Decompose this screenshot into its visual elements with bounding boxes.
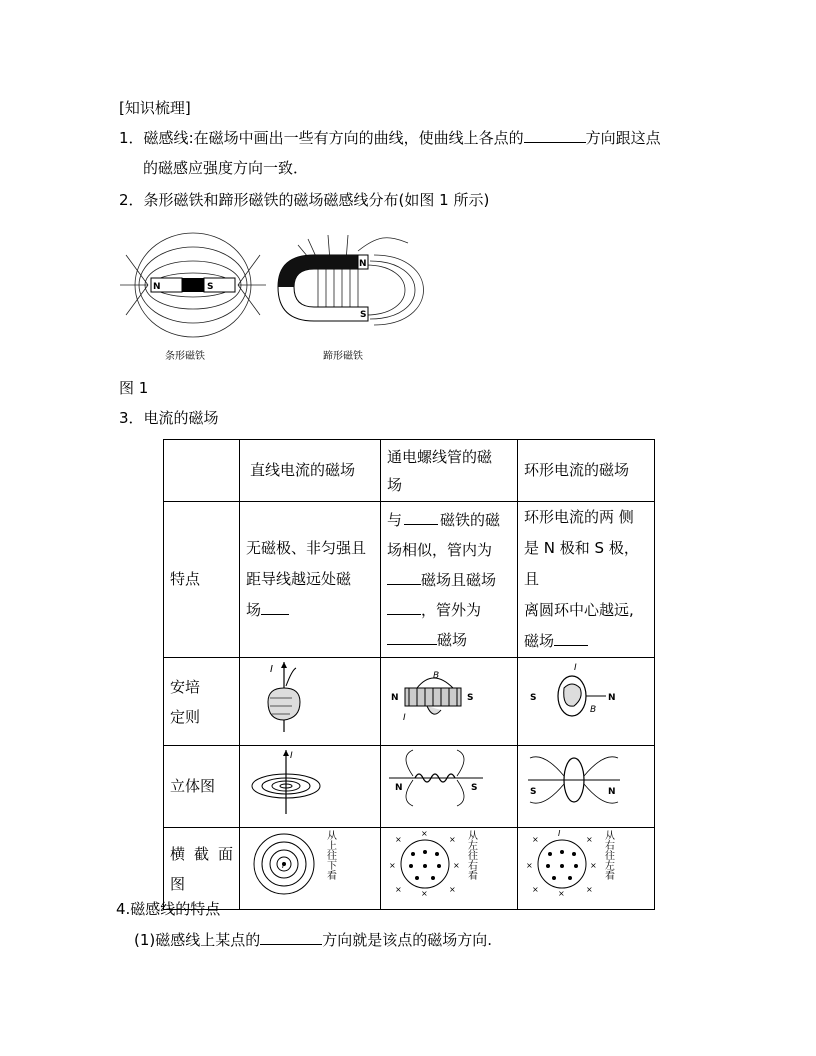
table-row-features <box>164 502 655 658</box>
svg-text:×: × <box>590 861 597 870</box>
svg-text:×: × <box>421 829 428 838</box>
features-straight <box>240 502 381 658</box>
right-hand-straight-wire-diagram <box>246 658 336 734</box>
svg-text:从右往左看: 从右往左看 <box>602 830 614 880</box>
svg-text:N: N <box>391 693 399 703</box>
row-label-cross-section <box>164 828 240 910</box>
item-1-text-a: 在磁场中画出一些有方向的曲线，使曲线上各点的 <box>193 129 524 147</box>
row-label-features: 特点 <box>164 502 240 658</box>
features-solenoid <box>381 502 518 658</box>
features-solenoid-line-3: 磁场且磁场 <box>387 565 511 595</box>
solenoid-cross-section <box>387 828 487 898</box>
ampere-solenoid-cell <box>381 658 518 746</box>
svg-text:×: × <box>558 889 565 898</box>
cross-loop-cell <box>518 828 655 910</box>
stereo-straight-cell <box>240 746 381 828</box>
svg-text:I: I <box>282 861 285 870</box>
section-title: [知识梳理] <box>119 99 191 117</box>
table-row-ampere <box>164 658 655 746</box>
features-solenoid-line-1: 与 磁铁的磁 <box>387 510 501 529</box>
fill-blank[interactable] <box>387 630 437 645</box>
header-straight-current: 直线电流的磁场 <box>240 440 381 502</box>
bar-magnet-n-label: N <box>153 282 161 292</box>
svg-text:I: I <box>403 713 406 723</box>
features-straight-line-1: 无磁极、非匀强且 <box>246 539 367 557</box>
table-header-row <box>164 440 655 502</box>
svg-text:×: × <box>395 835 402 844</box>
svg-text:I: I <box>270 664 273 675</box>
svg-text:×: × <box>421 889 428 898</box>
row-label-cross-line-1: 横 截 面 <box>170 844 233 863</box>
current-field-table <box>163 439 655 910</box>
features-loop <box>518 502 655 658</box>
solenoid-field-3d <box>387 746 487 816</box>
bar-magnet-s-label: S <box>207 282 214 292</box>
ampere-loop-cell <box>518 658 655 746</box>
item-2-number: 2． <box>119 191 144 209</box>
fill-blank[interactable] <box>554 631 588 646</box>
fill-blank[interactable] <box>261 600 289 615</box>
svg-text:B: B <box>590 705 597 715</box>
row-label-stereo: 立体图 <box>164 746 240 828</box>
svg-text:B: B <box>433 671 440 681</box>
row-label-ampere-line-2: 定则 <box>170 707 201 726</box>
svg-text:×: × <box>389 861 396 870</box>
loop-cross-section <box>524 828 624 898</box>
item-4-sub-1-text-a: (1)磁感线上某点的 <box>134 931 261 949</box>
stereo-solenoid-cell <box>381 746 518 828</box>
fill-blank[interactable] <box>387 600 421 615</box>
svg-text:×: × <box>395 885 402 894</box>
header-loop-current: 环形电流的磁场 <box>518 440 655 502</box>
item-1-lead: 磁感线 <box>143 129 189 147</box>
svg-text:×: × <box>586 885 593 894</box>
svg-text:S: S <box>530 787 537 797</box>
svg-text:从左往右看: 从左往右看 <box>465 830 477 880</box>
features-loop-line-1: 环形电流的两 侧 <box>524 508 634 526</box>
horseshoe-s-label: S <box>360 310 367 320</box>
item-2 <box>119 190 489 210</box>
svg-text:×: × <box>586 835 593 844</box>
features-solenoid-line-5: 磁场 <box>387 625 511 655</box>
item-3 <box>119 408 219 428</box>
svg-text:N: N <box>395 783 403 793</box>
features-solenoid-line-4: ，管外为 <box>387 595 511 625</box>
loop-field-3d <box>524 746 624 816</box>
bar-magnet-black-segment <box>182 278 204 292</box>
row-label-ampere-line-1: 安培 <box>170 677 201 696</box>
magnet-field-figure <box>118 225 438 365</box>
item-3-number: 3． <box>119 409 144 427</box>
features-straight-line-2: 距导线越远处磁 <box>246 570 352 588</box>
straight-wire-field-3d <box>246 746 336 816</box>
svg-text:×: × <box>449 885 456 894</box>
table-row-stereo <box>164 746 655 828</box>
cross-solenoid-cell <box>381 828 518 910</box>
cross-straight-cell <box>240 828 381 910</box>
fill-blank[interactable] <box>260 930 322 945</box>
item-2-text: 条形磁铁和蹄形磁铁的磁场磁感线分布(如图 1 所示) <box>143 191 490 209</box>
item-4-sub-1 <box>134 930 492 950</box>
row-label-ampere <box>164 658 240 746</box>
header-solenoid-line-1: 通电螺线管的磁 <box>387 447 493 466</box>
svg-text:从上往下看: 从上往下看 <box>324 830 336 880</box>
bar-magnet-caption: 条形磁铁 <box>165 351 205 362</box>
item-4-title: 4.磁感线的特点 <box>116 900 221 918</box>
fill-blank[interactable] <box>387 570 421 585</box>
svg-text:S: S <box>530 693 537 703</box>
svg-text:×: × <box>532 835 539 844</box>
table-corner-cell <box>164 440 240 502</box>
item-3-text: 电流的磁场 <box>143 409 219 427</box>
right-hand-solenoid-diagram <box>387 658 487 734</box>
svg-text:I: I <box>290 751 293 761</box>
features-loop-line-4: 磁场 <box>524 626 648 657</box>
figure-label: 图 1 <box>119 379 149 397</box>
header-solenoid <box>381 440 518 502</box>
fill-blank[interactable] <box>404 510 438 525</box>
row-label-cross-line-2: 图 <box>170 874 186 893</box>
features-loop-line-2: 是 N 极和 S 极，且 <box>524 539 639 588</box>
svg-text:I: I <box>574 663 577 673</box>
straight-wire-cross-section <box>246 828 346 898</box>
item-1-line-1 <box>119 128 661 148</box>
svg-text:×: × <box>532 885 539 894</box>
svg-text:N: N <box>608 787 616 797</box>
svg-text:×: × <box>453 861 460 870</box>
svg-text:×: × <box>449 835 456 844</box>
item-1-text-b: 方向跟这点 <box>585 129 661 147</box>
svg-text:S: S <box>471 783 478 793</box>
item-1-line-2: 的磁感应强度方向一致． <box>143 159 309 177</box>
features-straight-line-3: 场 <box>246 595 374 626</box>
table-row-cross-section <box>164 828 655 910</box>
item-1-number: 1． <box>119 129 144 147</box>
svg-text:N: N <box>608 693 616 703</box>
ampere-straight-cell <box>240 658 381 746</box>
svg-text:I: I <box>558 829 561 838</box>
features-solenoid-line-2: 场相似，管内为 <box>387 540 493 559</box>
right-hand-loop-diagram <box>524 658 624 734</box>
header-solenoid-line-2: 场 <box>387 475 403 494</box>
svg-text:×: × <box>526 861 533 870</box>
horseshoe-n-label: N <box>359 259 367 269</box>
item-4-sub-1-text-b: 方向就是该点的磁场方向. <box>322 931 493 949</box>
features-loop-line-3: 离圆环中心越远, <box>524 601 634 619</box>
fill-blank[interactable] <box>524 128 586 143</box>
svg-text:S: S <box>467 693 474 703</box>
item-1-colon: : <box>188 129 194 147</box>
stereo-loop-cell <box>518 746 655 828</box>
horseshoe-caption: 蹄形磁铁 <box>323 351 363 362</box>
